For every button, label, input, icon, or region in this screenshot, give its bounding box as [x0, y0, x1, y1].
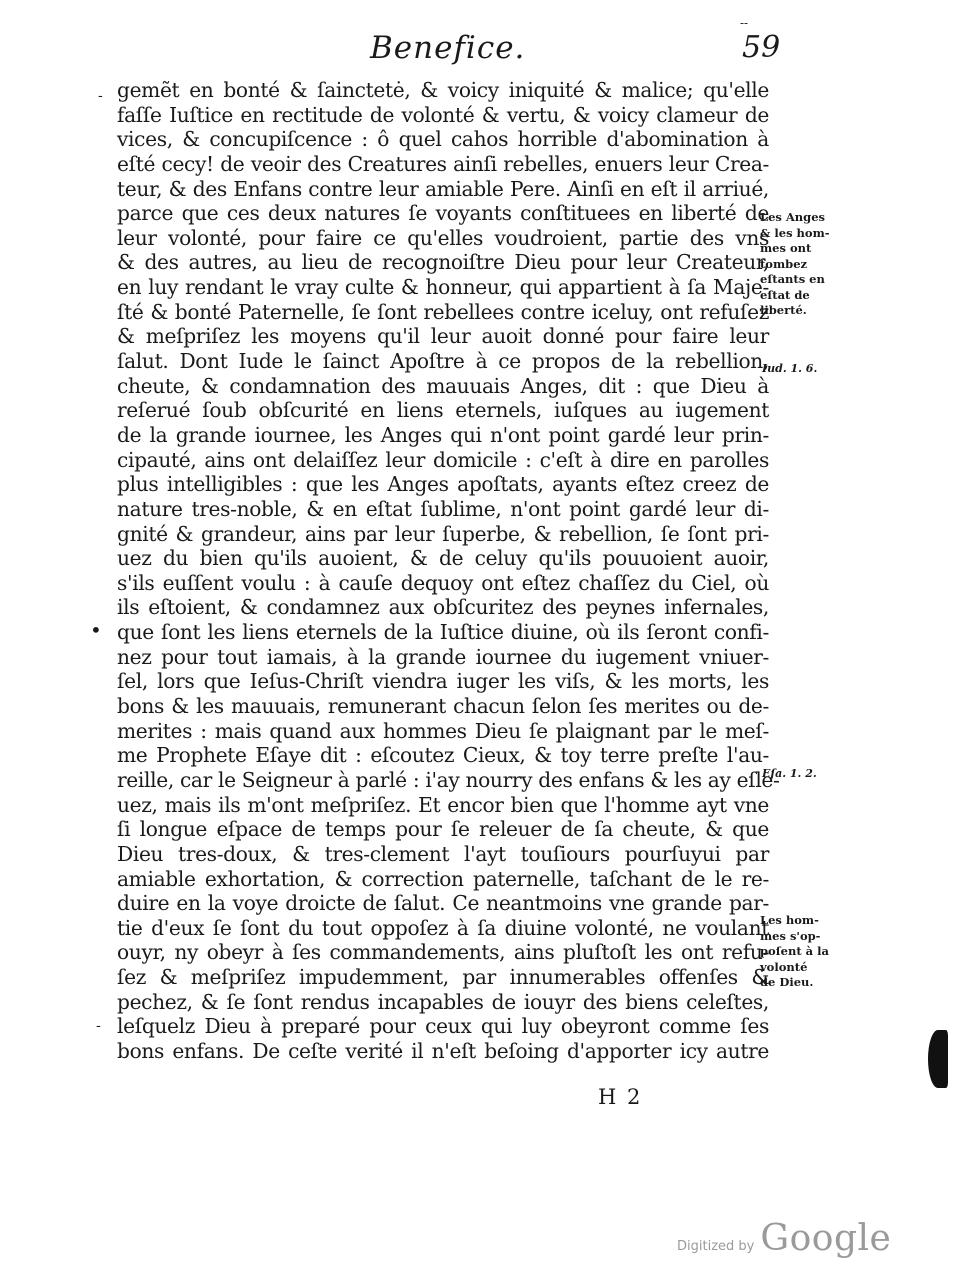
margin-note-line: tombez — [760, 256, 808, 271]
text-line: ouyr, ny obeyr à ſes commandements, ains pluſtoſt les ont refu- — [117, 940, 769, 965]
margin-note-line: eſtat de — [760, 287, 810, 302]
digitized-watermark — [677, 1218, 891, 1259]
text-line: ſel, lors que Ieſus-Chriſt viendra iuger les viſs, & les morts, les — [117, 669, 769, 694]
margin-dash-mark: - — [98, 88, 103, 104]
text-line: gemẽt en bonté & ſainctetė, & voicy iniquité & malice; qu'elle — [117, 78, 769, 102]
ink-dot-mark: • — [90, 618, 102, 642]
text-line: bons & les mauuais, remunerant chacun ſelon ſes merites ou de- — [117, 694, 769, 719]
text-line: parce que ces deux natures ſe voyants conſtituees en liberté de — [117, 201, 769, 226]
text-line: faſſe Iuſtice en rectitude de volonté & vertu, & voicy clameur de — [117, 102, 769, 127]
margin-note-line: de Dieu. — [760, 975, 814, 989]
text-line: amiable exhortation, & correction paternelle, taſchant de le re- — [117, 866, 769, 891]
margin-note-line: liberté. — [760, 303, 807, 317]
margin-ref-jude: Iud. 1. 6. — [762, 362, 818, 375]
running-head: Benefice. — [370, 30, 526, 66]
watermark-prefix: Digitized by — [677, 1239, 755, 1254]
margin-note-line: Les Anges — [760, 210, 825, 224]
text-line: cipauté, ains ont delaiſſez leur domicile : c'eſt à dire en parolles — [117, 447, 769, 472]
text-line: ſi longue eſpace de temps pour ſe releuer de ſa cheute, & que — [117, 817, 769, 842]
text-line: gnité & grandeur, ains par leur ſuperbe, & rebellion, ſe ſont pri- — [117, 521, 769, 546]
text-line: de la grande iournee, les Anges qui n'ont point gardé leur prin- — [117, 422, 769, 447]
margin-ref-isaiah: Eſa. 1. 2. — [762, 767, 817, 780]
text-line: plus intelligibles : que les Anges apoſtats, ayants eſtez creez de — [117, 472, 769, 497]
body-text — [117, 78, 780, 1064]
margin-note-line: volonté — [760, 959, 808, 974]
signature-mark: H 2 — [598, 1085, 643, 1109]
top-edge-mark: -- — [740, 16, 749, 30]
page-number: 59 — [742, 30, 781, 65]
text-line: tie d'eux ſe ſont du tout oppoſez à ſa diuine volonté, ne voulant — [117, 915, 769, 940]
margin-note-line: Les hom- — [760, 913, 819, 927]
text-line: ſez & meſpriſez impudemment, par innumerables offenſes & — [117, 965, 769, 990]
text-line: Dieu tres-doux, & tres-clement l'ayt touſiours pourſuyui par — [117, 841, 769, 866]
text-line: reille, car le Seigneur à parlé : i'ay nourry des enfans & les ay eſle- — [117, 767, 780, 792]
margin-note-men — [760, 913, 838, 991]
text-line: que ſont les liens eternels de la Iuſtice diuine, où ils ſeront confi- — [117, 620, 769, 645]
text-line: merites : mais quand aux hommes Dieu ſe plaignant par le meſ- — [117, 718, 769, 743]
text-line: & des autres, au lieu de recognoiſtre Dieu pour leur Createur, — [117, 250, 769, 275]
text-line: & meſpriſez les moyens qu'il leur auoit donné pour faire leur — [117, 324, 769, 349]
margin-note-line: mes s'op- — [760, 928, 821, 943]
text-line: uez du bien qu'ils auoient, & de celuy qu'ils pouuoient auoir, — [117, 546, 769, 571]
text-line: en luy rendant le vray culte & honneur, qui appartient à ſa Maje- — [117, 275, 769, 300]
margin-note-line: eſtants en — [760, 272, 825, 286]
text-line: vices, & concupiſcence : ô quel cahos horrible d'abomination à — [117, 127, 769, 152]
google-logo: Google — [760, 1218, 892, 1259]
text-line: cheute, & condamnation des mauuais Anges, dit : que Dieu à — [117, 373, 769, 398]
text-line: ils eſtoient, & condamnez aux obſcuritez des peynes infernales, — [117, 595, 769, 620]
text-line: nature tres-noble, & en eſtat ſublime, n'ont point gardé leur di- — [117, 496, 769, 521]
text-line: ſté & bonté Paternelle, ſe ſont rebellees contre iceluy, ont refuſez — [117, 299, 769, 324]
text-line: pechez, & ſe ſont rendus incapables de iouyr des biens celeſtes, — [117, 989, 769, 1014]
text-line: leur volonté, pour faire ce qu'elles voudroient, partie des vns — [117, 225, 769, 250]
margin-note-angels — [760, 210, 838, 319]
text-line: leſquelz Dieu à preparé pour ceux qui luy obeyront comme ſes — [117, 1014, 769, 1039]
text-line: reſerué ſoub obſcurité en liens eternels, iuſques au iugement — [117, 398, 769, 423]
text-line: eſté cecy! de veoir des Creatures ainſi rebelles, enuers leur Crea- — [117, 151, 769, 176]
text-line: nez pour tout iamais, à la grande iournee du iugement vniuer- — [117, 644, 769, 669]
text-line: teur, & des Enfans contre leur amiable Pere. Ainſi en eſt il arriué, — [117, 176, 769, 201]
ink-blot — [928, 1030, 948, 1088]
text-line: duire en la voye droicte de ſalut. Ce neantmoins vne grande par- — [117, 891, 769, 916]
text-line: ſalut. Dont Iude le ſainct Apoſtre à ce propos de la rebellion, — [117, 349, 769, 374]
text-line: bons enfans. De ceſte verité il n'eſt beſoing d'apporter icy autre — [117, 1038, 769, 1063]
margin-dash-mark-lower: - — [96, 1018, 101, 1034]
text-line: uez, mais ils m'ont meſpriſez. Et encor bien que l'homme ayt vne — [117, 792, 769, 817]
text-line: s'ils euſſent voulu : à cauſe dequoy ont eſtez chaſſez du Ciel, où — [117, 570, 769, 595]
margin-note-line: & les hom- — [760, 225, 830, 240]
margin-note-line: mes ont — [760, 241, 812, 255]
text-line: me Prophete Eſaye dit : eſcoutez Cieux, & toy terre preſte l'au- — [117, 743, 769, 768]
margin-note-line: poſent à la — [760, 944, 829, 958]
